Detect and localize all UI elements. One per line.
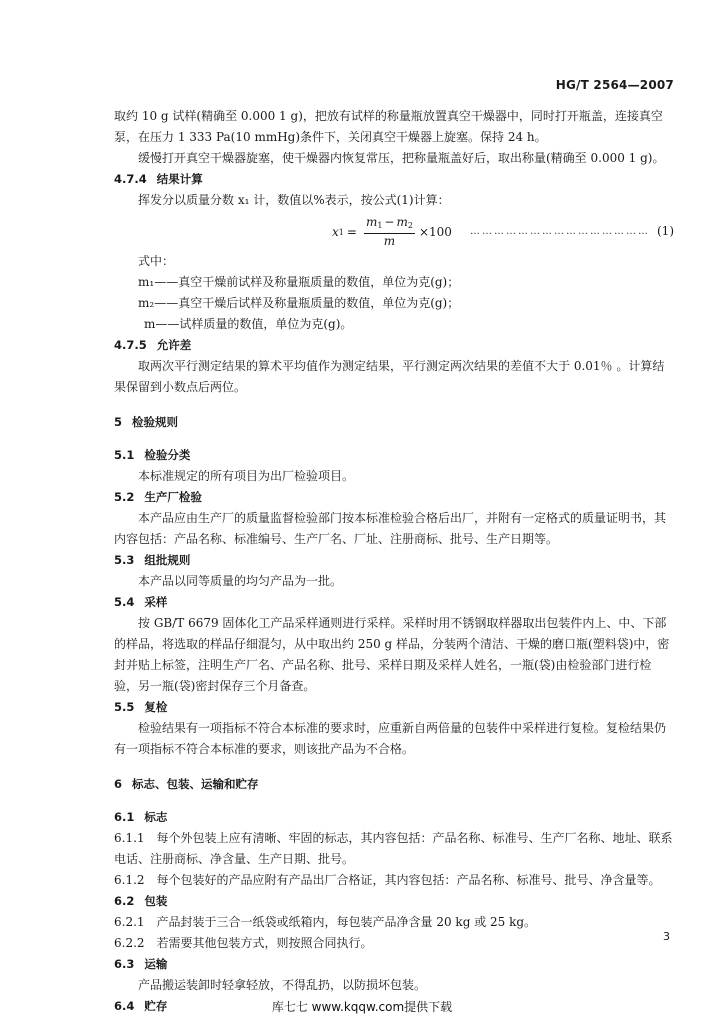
download-watermark: 库七七 www.kqqw.com提供下载 (271, 1000, 453, 1014)
section-heading-5-5: 5.5 复检 (114, 700, 168, 714)
section-heading-5-3: 5.3 组批规则 (114, 553, 191, 567)
section-heading-5: 5 检验规则 (114, 415, 179, 429)
clause-6-2-1: 6.2.1 产品封装于三合一纸袋或纸箱内，每包装产品净含量 20 kg 或 25 kg。 (114, 915, 537, 929)
standard-code: HG/T 2564—2007 (555, 78, 674, 92)
clause-6-2-2: 6.2.2 若需要其他包装方式，则按照合同执行。 (114, 936, 373, 950)
paragraph: 检验结果有一项指标不符合本标准的要求时，应重新自两倍量的包装件中采样进行复检。复检结果仍有一项指标不符合本标准的要求，则该批产品为不合格。 (114, 721, 667, 756)
section-heading-6-3: 6.3 运输 (114, 957, 168, 971)
section-heading-6: 6 标志、包装、运输和贮存 (114, 777, 259, 791)
section-heading-6-4: 6.4 贮存 (114, 999, 168, 1013)
section-heading-5-4: 5.4 采样 (114, 595, 168, 609)
paragraph: 本标准规定的所有项目为出厂检验项目。 (138, 469, 355, 483)
paragraph: 取两次平行测定结果的算术平均值作为测定结果，平行测定两次结果的差值不大于 0.01％ 。计算结果保留到小数点后两位。 (114, 359, 665, 394)
paragraph: 产品搬运装卸时轻拿轻放，不得乱扔，以防损坏包装。 (138, 978, 427, 992)
section-heading-4-7-4: 4.7.4 结果计算 (114, 172, 203, 186)
definition-m1: m₁——真空干燥前试样及称量瓶质量的数值，单位为克(g)； (138, 275, 460, 289)
paragraph: 本产品以同等质量的均匀产品为一批。 (138, 574, 343, 588)
clause-6-1-1: 6.1.1 每个外包装上应有清晰、牢固的标志，其内容包括：产品名称、标准号、生产厂名称、地址、联系电话、注册商标、净含量、生产日期、批号。 (114, 831, 673, 866)
formula-expression: x 1 = $\frac{m_1 - m_2}{m}$ ×100 (332, 215, 452, 248)
leader-dots: ……………………………………… (470, 226, 650, 237)
section-heading-5-2: 5.2 生产厂检验 (114, 490, 202, 504)
equation-number: (1) (657, 224, 674, 238)
section-heading-6-1: 6.1 标志 (114, 810, 168, 824)
section-heading-4-7-5: 4.7.5 允许差 (114, 338, 192, 352)
page-number: 3 (663, 930, 670, 943)
paragraph: 取约 10 g 试样(精确至 0.000 1 g)，把放有试样的称量瓶放置真空干燥器中，同时打开瓶盖，连接真空泵，在压力 1 333 Pa(10 mmHg)条件下，关闭真空干燥器上旋塞。保持 24 h。 (114, 109, 663, 144)
section-heading-5-1: 5.1 检验分类 (114, 448, 191, 462)
paragraph: 按 GB/T 6679 固体化工产品采样通则进行采样。采样时用不锈钢取样器取出包装件内上、中、下部的样品，将选取的样品仔细混匀，从中取出约 250 g 样品，分装两个清洁、干燥的磨口瓶(塑料袋)中，密封并贴上标签，注明生产厂名、产品名称、批号、采样日期及采样人姓名，一瓶(袋)由检验部门进行检验，另一瓶(袋)密封保存三个月备查。 (114, 616, 670, 693)
clause-6-1-2: 6.1.2 每个包装好的产品应附有产品出厂合格证，其内容包括：产品名称、标准号、批号、净含量等。 (114, 873, 661, 887)
section-heading-6-2: 6.2 包装 (114, 894, 168, 908)
definition-m2: m₂——真空干燥后试样及称量瓶质量的数值，单位为克(g)； (138, 296, 460, 310)
paragraph: 缓慢打开真空干燥器旋塞，使干燥器内恢复常压，把称量瓶盖好后，取出称量(精确至 0.000 1 g)。 (138, 151, 665, 165)
paragraph: 挥发分以质量分数 x₁ 计，数值以%表示，按公式(1)计算： (138, 193, 450, 207)
paragraph: 本产品应由生产厂的质量监督检验部门按本标准检验合格后出厂，并附有一定格式的质量证明书，其内容包括：产品名称、标准编号、生产厂名、厂址、注册商标、批号、生产日期等。 (114, 511, 667, 546)
formula-1 (114, 211, 674, 251)
document-body (114, 106, 674, 1017)
where-label: 式中： (138, 254, 175, 268)
definition-m: m——试样质量的数值，单位为克(g)。 (144, 317, 353, 331)
